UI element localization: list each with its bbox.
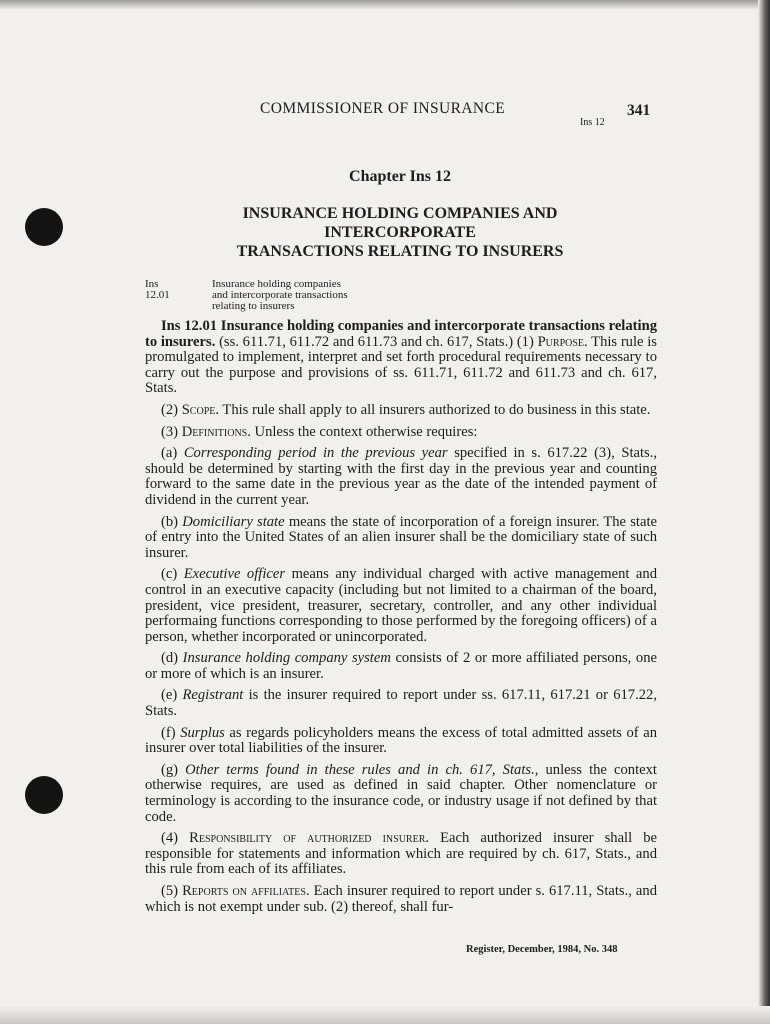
- contents-line: and intercorporate transactions: [212, 289, 348, 301]
- subsection-label: Definitions.: [181, 423, 251, 440]
- section-heading: Ins 12.01 Insurance holding companies and intercorporate transactions relating to insurers.: [145, 318, 657, 350]
- definition-text: unless the context otherwise requires, are used as defined in said chapter. Other nomenclature or terminology is according to the insurance code, or industry usage if not defined by that code.: [145, 761, 657, 825]
- defined-term: Other terms found in these rules and in ch. 617, Stats.,: [185, 761, 539, 778]
- title-line: TRANSACTIONS RELATING TO INSURERS: [236, 243, 564, 260]
- title-line: INTERCORPORATE: [324, 224, 476, 241]
- definition-text: specified in s. 617.22 (3), Stats., should be determined by starting with the first day in the previous year and counting forward to the same date in the previous year as the date of the intended payment of dividend in the current year.: [145, 445, 658, 508]
- definition-text: as regards policyholders means the excess of total admitted assets of an insurer over total liabilities of the insurer.: [145, 724, 657, 757]
- subsection-number: (3): [161, 423, 179, 440]
- definition-f: [145, 726, 657, 757]
- citation: (ss. 611.71, 611.72 and 611.73 and ch. 617, Stats.): [219, 333, 514, 350]
- paragraph-definitions: [145, 425, 657, 441]
- item-number: (f): [161, 724, 176, 741]
- item-number: (b): [161, 513, 179, 530]
- defined-term: Executive officer: [183, 566, 286, 583]
- contents-number: Ins 12.01: [145, 278, 170, 301]
- contents-text: [212, 279, 397, 312]
- item-number: (g): [161, 761, 179, 778]
- paragraph-text: Each authorized insurer shall be responsible for statements and information which are required by ch. 617, Stats., and this rule from each of its affiliates.: [145, 830, 657, 878]
- paragraph-text: This rule shall apply to all insurers authorized to do business in this state.: [222, 401, 651, 418]
- definition-d: [145, 651, 657, 682]
- subsection-number: (5): [161, 883, 179, 899]
- definition-e: [145, 688, 657, 719]
- subsection-label: Responsibility of authorized insurer.: [189, 830, 430, 847]
- definition-text: consists of 2 or more affiliated persons, one or more of which is an insurer.: [145, 650, 657, 682]
- subsection-number: (2): [161, 401, 179, 418]
- contents-line: relating to insurers: [212, 300, 295, 312]
- punch-hole-lower: [25, 776, 63, 814]
- contents-line: Insurance holding companies: [212, 278, 341, 290]
- paragraph-text: Each insurer required to report under s. 617.11, Stats., and which is not exempt under sub. (2) thereof, shall fur-: [145, 883, 658, 915]
- definition-g: [145, 763, 657, 825]
- definition-c: [145, 567, 657, 645]
- subsection-label: Purpose.: [537, 333, 588, 350]
- paragraph-text: This rule is promulgated to implement, interpret and set forth procedural requirements necessary to carry out the purpose and provisions of ss. 611.71, 611.72 and 611.73 and ch. 617, Stats.: [145, 333, 657, 397]
- item-number: (d): [161, 650, 179, 667]
- rule-body: [145, 319, 657, 921]
- subsection-number: (4): [161, 830, 179, 847]
- defined-term: Registrant: [182, 687, 244, 704]
- register-footer: Register, December, 1984, No. 348: [466, 944, 618, 955]
- defined-term: Surplus: [180, 724, 225, 741]
- paragraph-text: Unless the context otherwise requires:: [254, 423, 478, 440]
- subsection-label: Scope.: [181, 401, 220, 418]
- paragraph-reports: [145, 884, 657, 915]
- paragraph-responsibility: [145, 831, 657, 878]
- section-reference: Ins 12: [580, 117, 605, 128]
- definition-text: means any individual charged with active management and control in an executive capacity (including but not limited to a chairman of the board, president, vice president, treasurer, secretary, controller, and any other individual performaing functions corresponding to those performed by the foregoing officers) of a person, whether incorporated or unincorporated.: [145, 566, 658, 645]
- subsection-label: Reports on affiliates.: [182, 883, 310, 899]
- running-title: COMMISSIONER OF INSURANCE: [260, 100, 506, 117]
- definition-text: is the insurer required to report under ss. 617.11, 617.21 or 617.22, Stats.: [145, 687, 657, 720]
- item-number: (c): [161, 566, 178, 583]
- subsection-number: (1): [516, 333, 534, 350]
- item-number: (e): [161, 687, 178, 704]
- defined-term: Corresponding period in the previous year: [183, 445, 448, 462]
- chapter-title: [0, 204, 770, 261]
- paragraph-purpose: [145, 319, 657, 397]
- defined-term: Domiciliary state: [182, 513, 285, 530]
- chapter-heading: Chapter Ins 12: [349, 168, 451, 185]
- defined-term: Insurance holding company system: [182, 650, 391, 667]
- definition-text: means the state of incorporation of a foreign insurer. The state of entry into the United States of an alien insurer shall be the domiciliary state of such insurer.: [145, 513, 657, 561]
- definition-b: [145, 515, 657, 562]
- item-number: (a): [161, 445, 178, 462]
- page-number: 341: [627, 102, 651, 119]
- page-right-edge: [758, 0, 770, 1024]
- title-line: INSURANCE HOLDING COMPANIES AND: [242, 205, 558, 222]
- page-bottom-edge: [0, 1006, 770, 1024]
- page-top-edge: [0, 0, 770, 10]
- paragraph-scope: [145, 403, 657, 419]
- definition-a: [145, 446, 657, 508]
